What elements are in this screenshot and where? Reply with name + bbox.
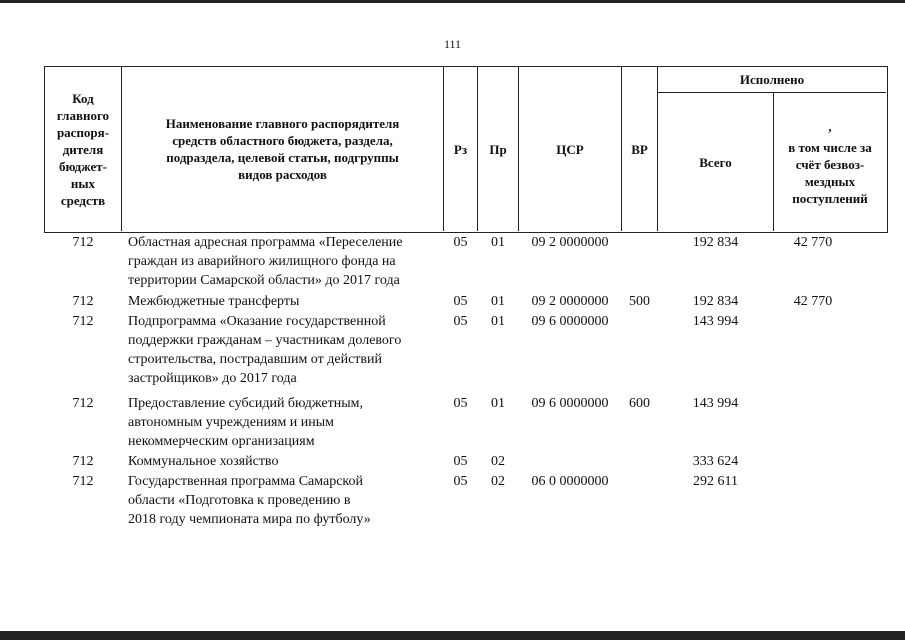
row-csr: 06 0 0000000 (531, 474, 609, 489)
header-executed: Исполнено (739, 72, 805, 87)
row-pr: 01 (491, 294, 505, 309)
row-rz: 05 (453, 294, 468, 309)
row-rz: 05 (453, 454, 468, 469)
row-total: 292 611 (693, 474, 738, 489)
row-free: 42 770 (793, 294, 833, 309)
row-code: 712 (72, 314, 94, 329)
row-name: Предоставление субсидий бюджетным, автономным учреждениям и иным некоммерческим организациям (128, 396, 364, 449)
row-total: 192 834 (692, 294, 739, 309)
row-rz: 05 (453, 314, 468, 329)
row-total: 192 834 (692, 235, 739, 250)
row-total: 143 994 (692, 314, 739, 329)
row-code: 712 (72, 235, 94, 250)
header-code: Код главного распоря- дителя бюджет- ных средств (56, 90, 110, 208)
header-rz: Рз (453, 141, 468, 157)
row-vr: 600 (629, 396, 650, 411)
row-name: Коммунальное хозяйство (128, 454, 279, 469)
row-vr: 500 (629, 294, 650, 309)
row-total: 333 624 (692, 454, 739, 469)
page-number: 111 (443, 37, 462, 51)
row-name: Областная адресная программа «Переселение граждан из аварийного жилищного фонда на территории Самарской области» до 2017 года (128, 235, 403, 288)
row-name: Подпрограмма «Оказание государственной поддержки гражданам – участникам долевого строительства, пострадавшим от действий застройщиков» до 2017 года (128, 314, 402, 386)
row-csr: 09 2 0000000 (531, 235, 609, 250)
header-including: , в том числе за счёт безвоз- мездных поступлений (788, 118, 872, 206)
row-rz: 05 (453, 235, 468, 250)
row-pr: 01 (491, 235, 505, 250)
row-pr: 02 (491, 454, 505, 469)
row-rz: 05 (453, 474, 468, 489)
header-csr: ЦСР (556, 141, 584, 157)
row-code: 712 (72, 474, 94, 489)
page-bottom-border (0, 631, 905, 640)
row-pr: 01 (491, 396, 505, 411)
row-pr: 01 (491, 314, 505, 329)
row-code: 712 (72, 294, 94, 309)
comma-mark: , (828, 118, 832, 134)
row-name: Межбюджетные трансферты (128, 294, 300, 309)
row-free: 42 770 (793, 235, 833, 250)
row-csr: 09 6 0000000 (531, 396, 609, 411)
row-csr: 09 2 0000000 (531, 294, 609, 309)
header-name: Наименование главного распорядителя средств областного бюджета, раздела, подраздела, целевой статьи, подгруппы видов расходов (165, 116, 400, 182)
row-code: 712 (72, 396, 94, 411)
row-code: 712 (72, 454, 94, 469)
row-rz: 05 (453, 396, 468, 411)
header-total: Всего (699, 154, 732, 170)
row-total: 143 994 (692, 396, 739, 411)
header-vr: ВР (631, 141, 648, 157)
header-pr: Пр (489, 141, 507, 157)
row-name: Государственная программа Самарской области «Подготовка к проведению в 2018 году чемпионата мира по футболу» (128, 474, 371, 527)
page-top-border (0, 0, 905, 3)
row-pr: 02 (491, 474, 505, 489)
row-csr: 09 6 0000000 (531, 314, 609, 329)
